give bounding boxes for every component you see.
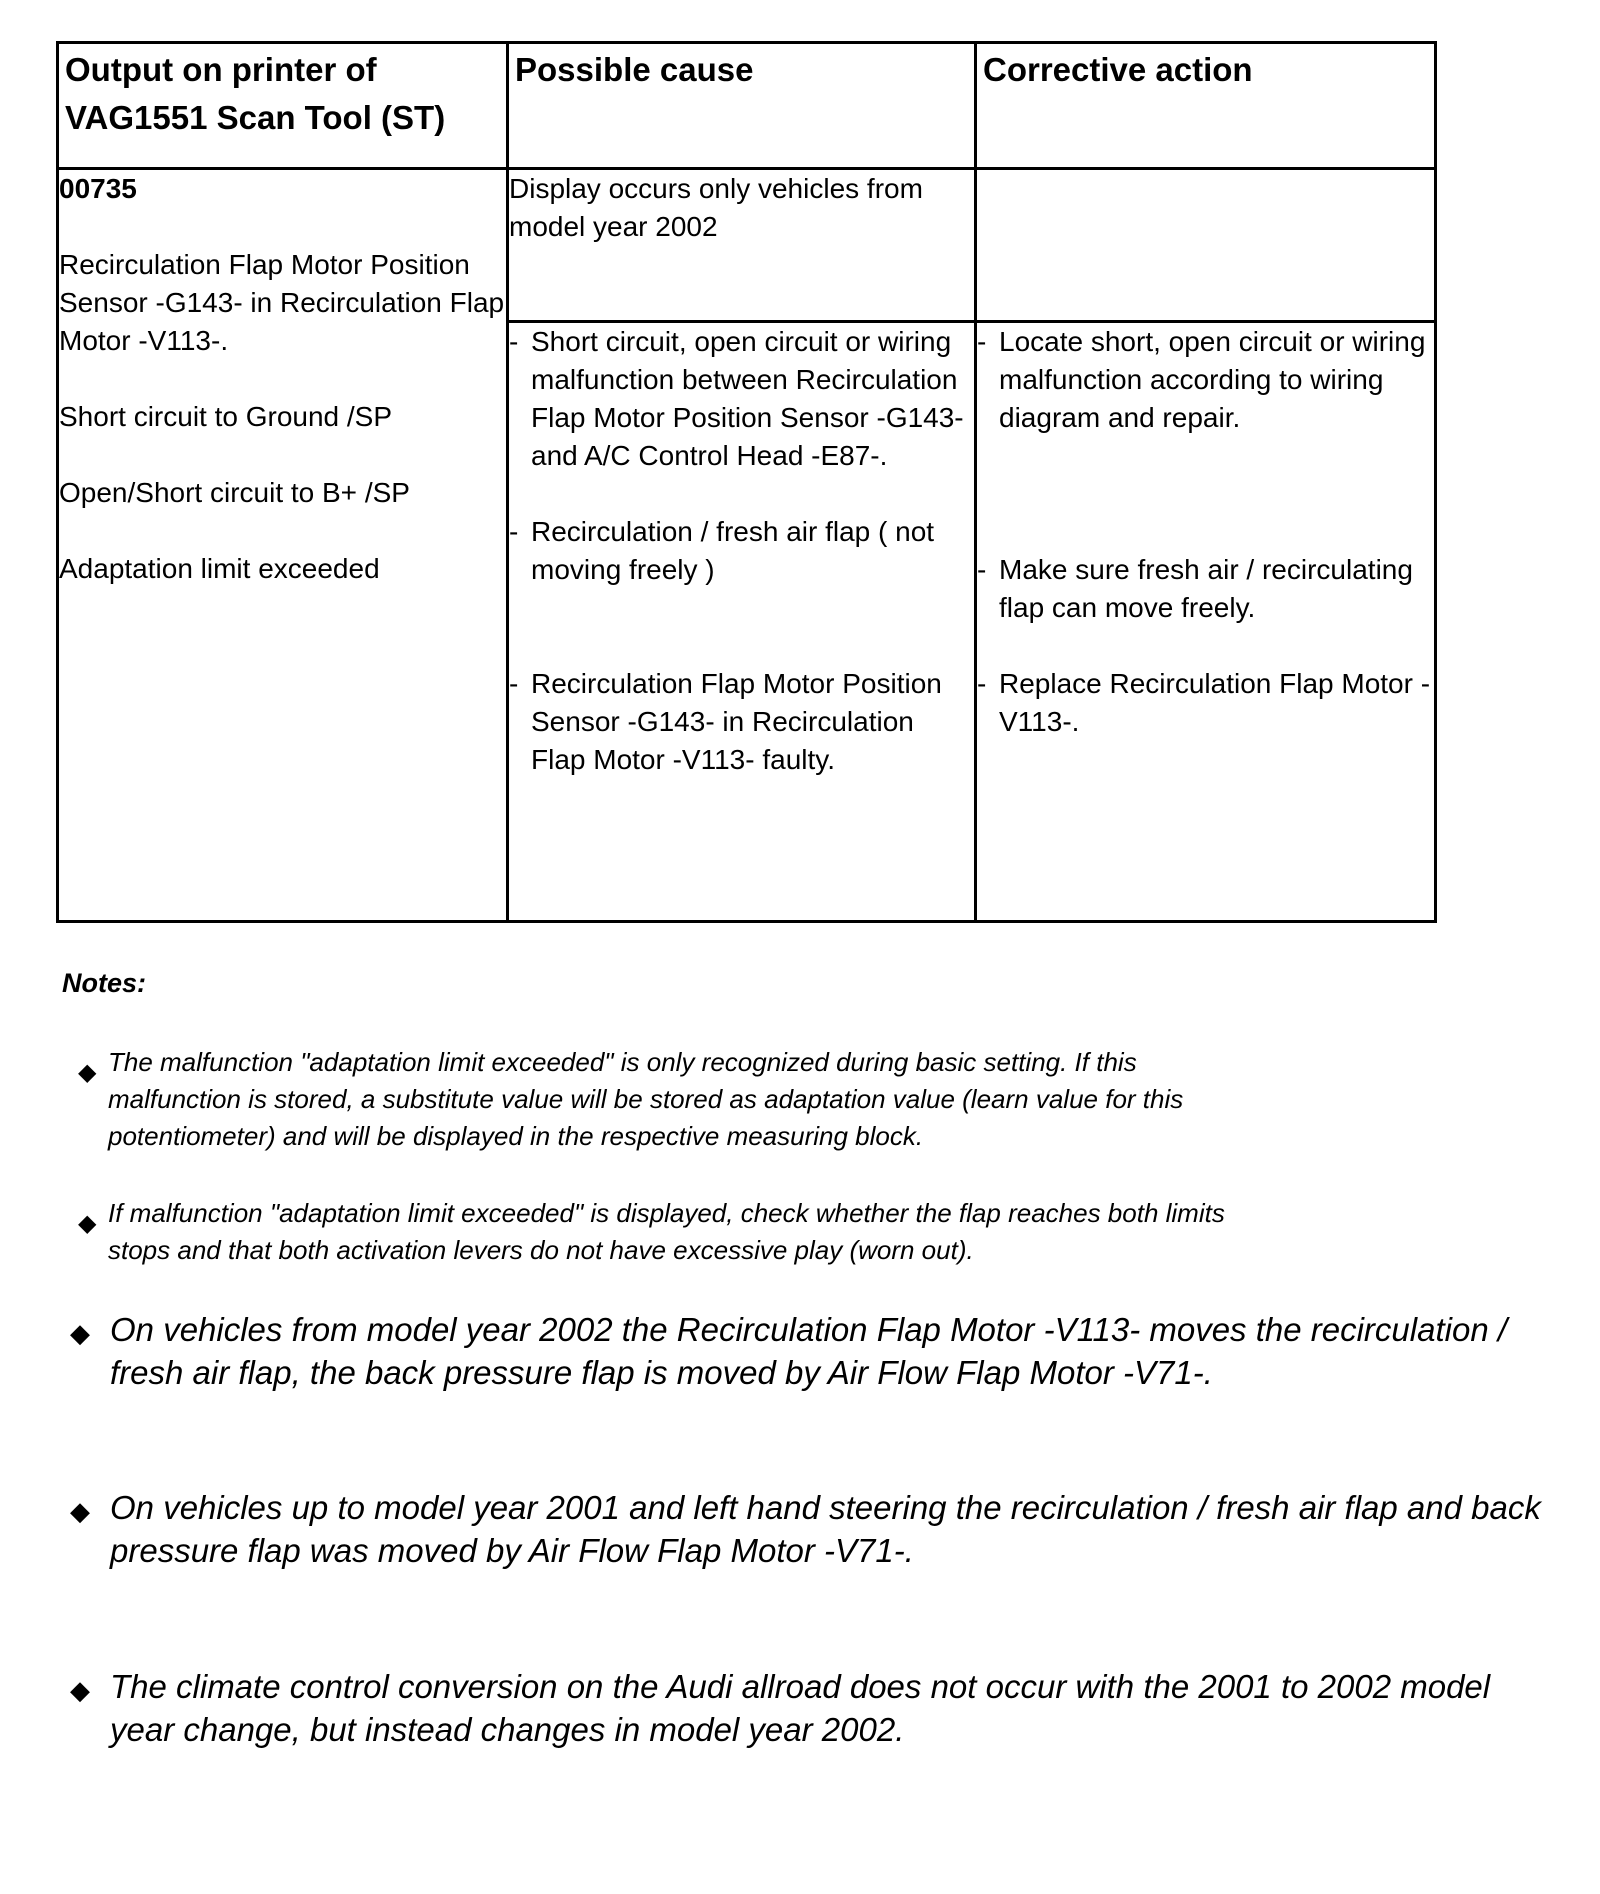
- diamond-bullet-icon: ◆: [70, 1318, 90, 1348]
- component-name: Recirculation Flap Motor Position Sensor -G143- in Recirculation Flap Motor -V113-.: [59, 249, 505, 356]
- empty-action-cell: [976, 169, 1436, 322]
- header-possible-cause: Possible cause: [508, 43, 976, 169]
- cause-item: - Recirculation Flap Motor Position Sensor -G143- in Recirculation Flap Motor -V113- faulty.: [509, 665, 974, 779]
- condition-adaptation-limit: Adaptation limit exceeded: [59, 553, 380, 584]
- note-text: On vehicles up to model year 2001 and left hand steering the recirculation / fresh air flap and back pressure flap was moved by Air Flow Flap Motor -V71-.: [110, 1489, 1541, 1569]
- diamond-bullet-icon: ◆: [70, 1675, 90, 1705]
- table-row: [58, 169, 1436, 322]
- condition-short-ground: Short circuit to Ground /SP: [59, 401, 393, 432]
- fault-code: 00735: [59, 173, 137, 204]
- note-item: [78, 1044, 1258, 1155]
- diamond-bullet-icon: ◆: [78, 1210, 97, 1237]
- causes-list: [509, 323, 974, 779]
- action-item: - Locate short, open circuit or wiring malfunction according to wiring diagram and repair.: [977, 323, 1434, 437]
- header-output: Output on printer of VAG1551 Scan Tool (ST): [58, 43, 508, 169]
- condition-open-short-b-plus: Open/Short circuit to B+ /SP: [59, 477, 410, 508]
- cause-item: - Recirculation / fresh air flap ( not moving freely ): [509, 513, 974, 589]
- action-item: - Make sure fresh air / recirculating flap can move freely.: [977, 551, 1434, 627]
- table-header-row: [58, 43, 1436, 169]
- header-corrective-action: Corrective action: [976, 43, 1436, 169]
- notes-title: Notes:: [62, 968, 147, 998]
- note-text: The climate control conversion on the Audi allroad does not occur with the 2001 to 2002 model year change, but instead changes in model year 2002.: [110, 1668, 1491, 1748]
- cause-item: - Short circuit, open circuit or wiring malfunction between Recirculation Flap Motor Position Sensor -G143- and A/C Control Head -E87-.: [509, 323, 974, 475]
- diamond-bullet-icon: ◆: [70, 1496, 90, 1526]
- note-item: [70, 1308, 1550, 1394]
- possible-causes-cell: [508, 322, 976, 922]
- note-text: If malfunction "adaptation limit exceeded" is displayed, check whether the flap reaches both limits stops and that both activation levers do not have excessive play (worn out).: [108, 1198, 1225, 1265]
- actions-list: [977, 323, 1434, 741]
- display-note: Display occurs only vehicles from model year 2002: [509, 173, 923, 242]
- output-cell: [58, 169, 508, 922]
- note-text: The malfunction "adaptation limit exceeded" is only recognized during basic setting. If this malfunction is stored, a substitute value will be stored as adaptation value (learn value for this potentiometer) and will be displayed in the respective measuring block.: [108, 1047, 1184, 1151]
- diamond-bullet-icon: ◆: [78, 1059, 97, 1086]
- note-item: [70, 1665, 1550, 1751]
- note-item: [70, 1486, 1550, 1572]
- corrective-actions-cell: [976, 322, 1436, 922]
- action-item: - Replace Recirculation Flap Motor -V113-.: [977, 665, 1434, 741]
- fault-code-table: [56, 41, 1437, 923]
- note-item: [78, 1195, 1258, 1269]
- note-text: On vehicles from model year 2002 the Recirculation Flap Motor -V113- moves the recirculation / fresh air flap, the back pressure flap is moved by Air Flow Flap Motor -V71-.: [110, 1311, 1508, 1391]
- display-note-cell: [508, 169, 976, 322]
